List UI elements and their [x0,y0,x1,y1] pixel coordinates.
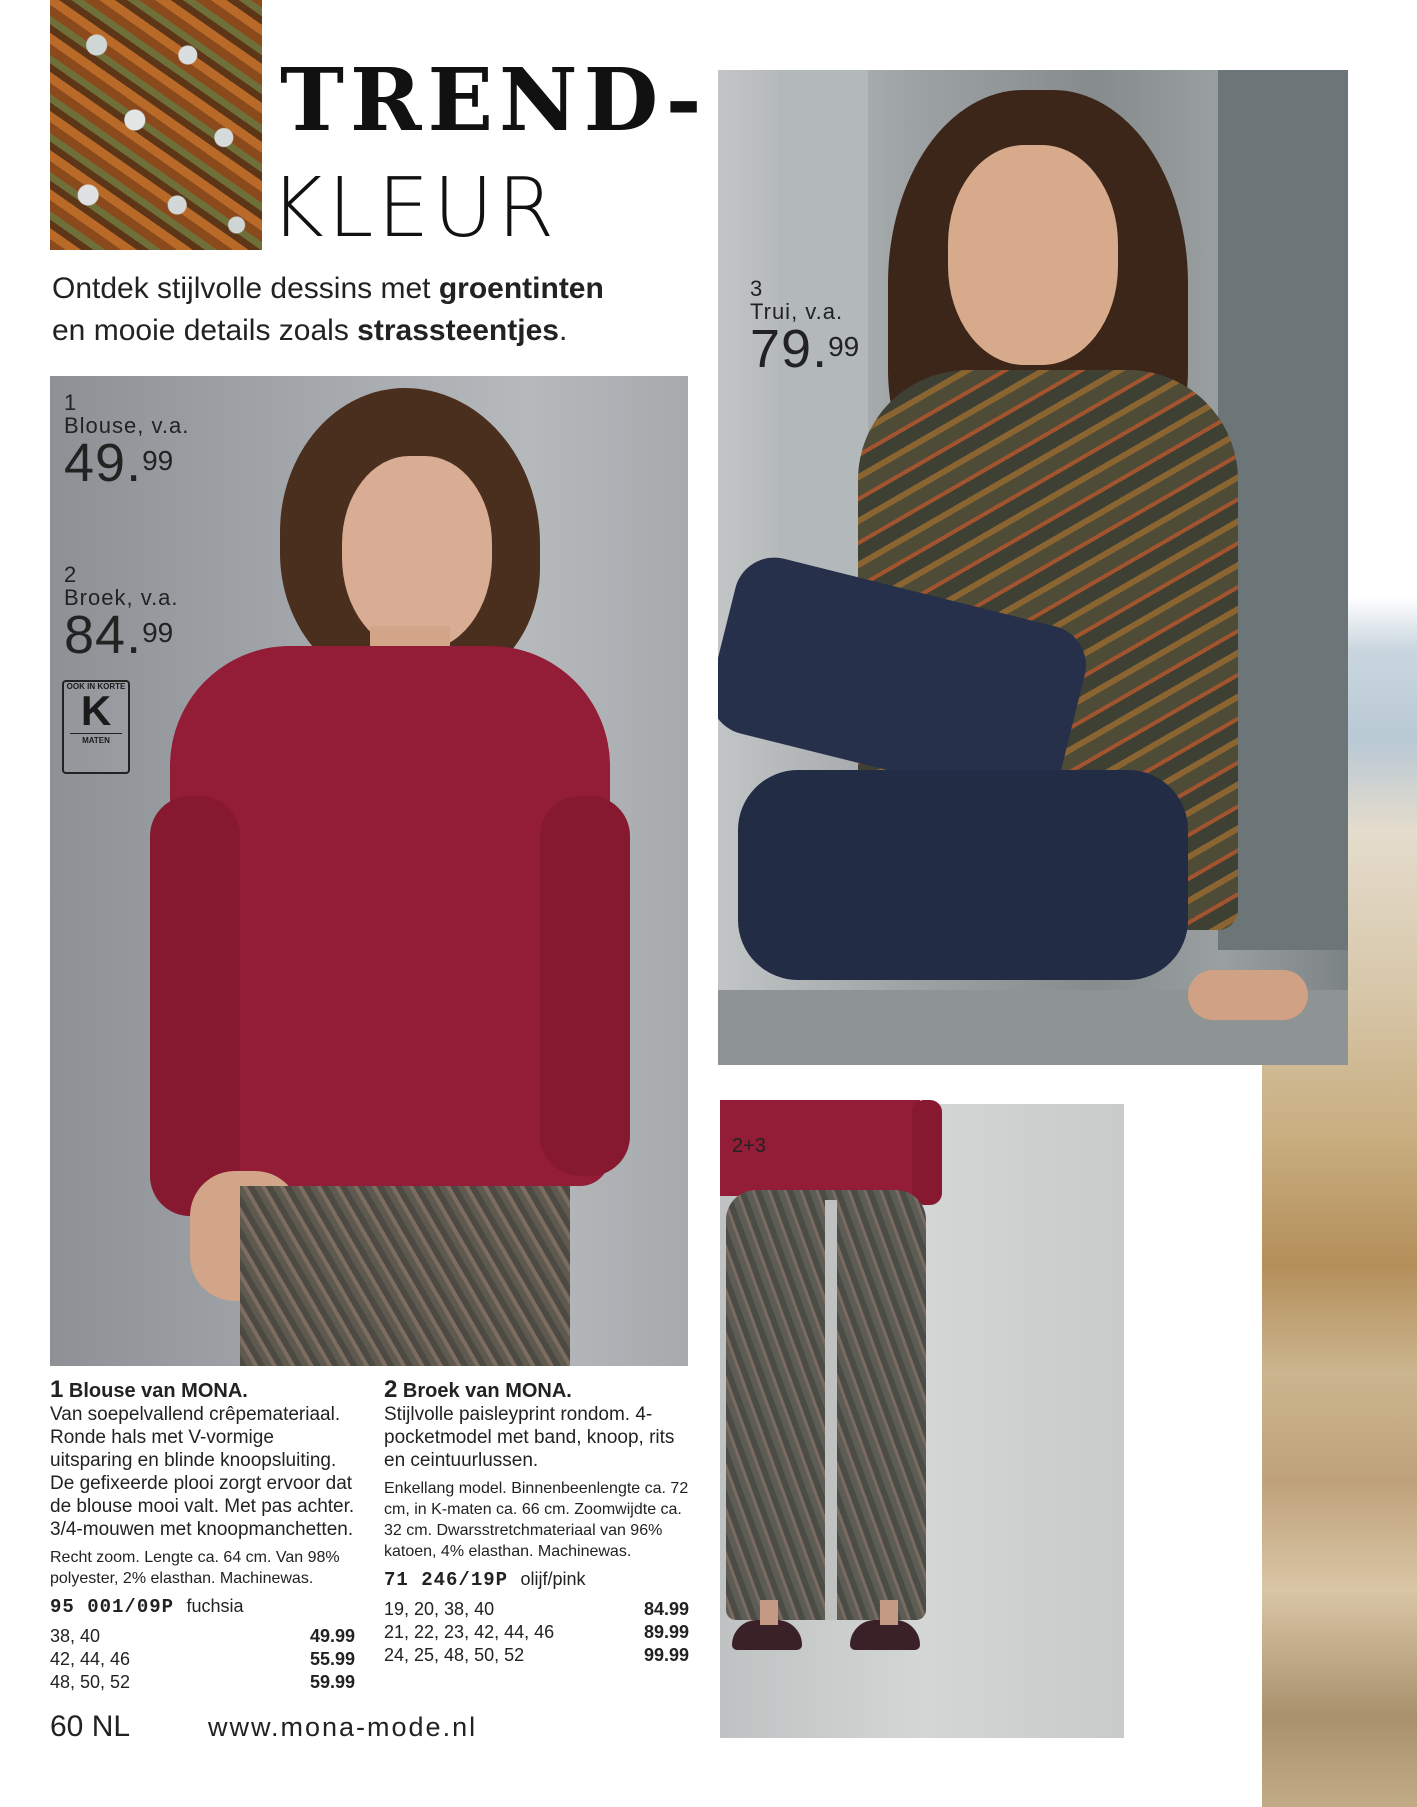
size-price-table [50,1625,355,1694]
price-value: 84.99 [64,605,174,665]
page-title-line1: TREND- [280,50,708,151]
price-tag-trui [750,276,860,379]
badge-top-text: OOK IN KORTE [66,682,126,691]
sweater-model-photo [718,70,1348,1065]
intro-text: Ontdek stijlvolle dessins met groentinten en mooie details zoals strassteentjes. [52,272,604,347]
product-body-text: Van soepelvallend crêpemateriaal. Ronde hals met V-vormige uitsparing en blinde knoopsluiting. De gefixeerde plooi zorgt ervoor dat de blouse mooi valt. Met pas achter. 3/4-mouwen met knoopmanchetten. [50,1404,355,1540]
badge-letter: K [80,687,112,734]
product-body-text: Stijlvolle paisleyprint rondom. 4-pocketmodel met band, knoop, rits en ceintuurlussen. [384,1404,675,1471]
table-row: 21, 22, 23, 42, 44, 46 89.99 [384,1622,689,1642]
table-row: 19, 20, 38, 40 84.99 [384,1599,689,1619]
size-price-table [384,1598,689,1667]
product-title: 1 Blouse van MONA. [50,1376,248,1403]
blouse-model-photo [50,376,688,1366]
k-maten-badge [62,680,130,774]
table-row: 48, 50, 52 59.99 [50,1672,355,1692]
price-tag-broek [64,562,179,665]
price-item-number: 2 [64,562,77,587]
page-number: 60 NL [50,1710,131,1743]
website-url: www.mona-mode.nl [208,1712,478,1742]
article-number: 71 246/19P olijf/pink [384,1569,586,1591]
price-tag-blouse [64,390,190,493]
badge-bottom-text: MATEN [70,733,122,745]
trousers-model-photo [720,1100,1124,1738]
page-title-line2: KLEUR [270,161,559,256]
product-details-text: Enkellang model. Binnenbeenlengte ca. 72 cm, in K-maten ca. 66 cm. Zoomwijdte ca. 32 cm. Dwarsstretchmateriaal van 96% katoen, 4% elasthan. Machinewas. [384,1480,689,1560]
product-description-broek [384,1378,689,1667]
price-item-number: 3 [750,276,763,301]
table-row: 38, 40 49.99 [50,1626,355,1646]
table-row: 24, 25, 48, 50, 52 99.99 [384,1645,689,1665]
price-value: 49.99 [64,433,174,493]
product-description-blouse [50,1378,360,1694]
article-number: 95 001/09P fuchsia [50,1596,244,1618]
fabric-swatch-image [50,0,262,250]
table-row: 42, 44, 46 55.99 [50,1649,355,1669]
price-item-number: 1 [64,390,77,415]
photo-item-label: 2+3 [732,1135,766,1157]
price-value: 79.99 [750,319,860,379]
price-label: Blouse, v.a. [64,413,190,438]
product-title: 2 Broek van MONA. [384,1376,572,1403]
price-label: Trui, v.a. [750,299,844,324]
price-label: Broek, v.a. [64,585,179,610]
product-details-text: Recht zoom. Lengte ca. 64 cm. Van 98% polyester, 2% elasthan. Machinewas. [50,1549,340,1587]
